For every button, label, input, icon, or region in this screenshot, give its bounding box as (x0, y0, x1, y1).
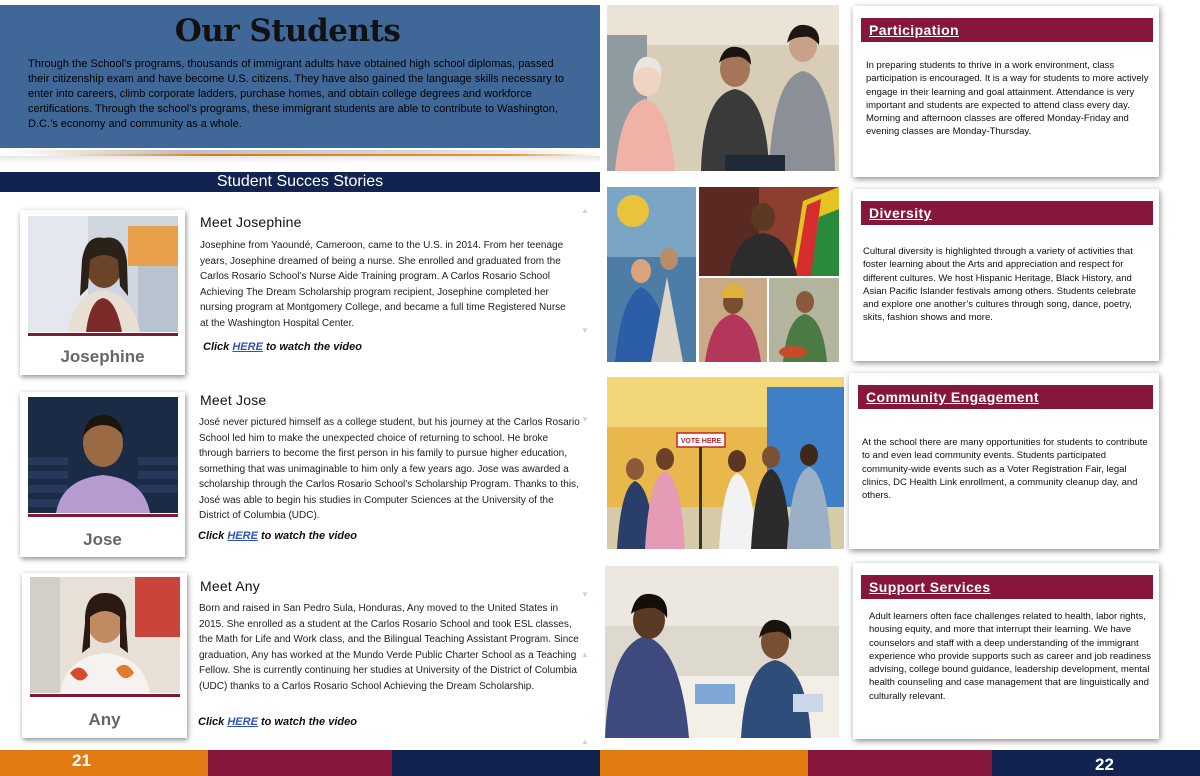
story-text-jose: José never pictured himself as a college student, but his journey at the Carlos Rosario School led him to make the unexpected choice of returning to school. He broke through barriers to become the first person in his family to pursue higher education, something that was unimaginable to him only a few years ago. Jose was awarded a scholarship through the Carlos Rosario School’s Scholarship Program. Thanks to this, José was able to begin his studies in Computer Sciences at the University of the District of Columbia (UDC). (199, 417, 580, 521)
page-number-right: 22 (1095, 755, 1114, 774)
participation-card (853, 6, 1159, 177)
vote-here-sign: VOTE HERE (680, 438, 722, 445)
photo-underline (30, 694, 180, 697)
josephine-photo (28, 216, 178, 332)
arrow-up-icon: ▲ (581, 206, 589, 215)
community-engagement-title: Community Engagement (858, 385, 1153, 409)
arrow-up-icon: ▲ (581, 737, 589, 746)
story-name-label: Josephine (60, 347, 145, 366)
support-services-title: Support Services (861, 575, 1153, 599)
video-cta-jose: Click HERE to watch the video (198, 530, 357, 542)
cooking-photo-image (769, 278, 839, 362)
story-name-label: Jose (83, 530, 122, 549)
diversity-text: Cultural diversity is highlighted through a variety of activities that foster learning about the Arts and appreciation and respect for different cultures. We host Hispanic Heritage, Black History, and Asian Pacific Islander festivals among others. Students celebrate and explore one another’s cultures through song, dance, poetry, skits, fashion shows and more. (863, 246, 1137, 324)
watch-video-link-josephine[interactable]: HERE (232, 341, 263, 353)
story-heading-any: Meet Any (200, 578, 260, 594)
stories-heading: Student Succes Stories (0, 172, 600, 192)
footer-bar-orange (0, 750, 208, 776)
intro-text: Through the School’s programs, thousands of immigrant adults have obtained high school diplomas, passed their citizenship exam and have become U.S. citizens. They have also gained the language skills necessary to enter into careers, climb corporate ladders, purchase homes, and obtain college degrees and workforce certifications. Through the school’s programs, these immigrant students are able to contribute to Washington, D.C.’s economy and community as a whole. (28, 58, 565, 130)
flag-photo-image (699, 187, 839, 276)
arrow-down-icon: ▼ (581, 415, 589, 424)
story-heading-josephine: Meet Josephine (200, 214, 302, 230)
josephine-photo-image (28, 216, 178, 332)
traditional-dress-photo-image (699, 278, 767, 362)
jose-photo-image (28, 397, 178, 513)
diversity-photo-cooking (769, 278, 839, 362)
story-card-jose (20, 392, 185, 557)
video-cta-josephine: Click HERE to watch the video (203, 341, 362, 353)
footer-bar-orange-right (600, 750, 808, 776)
support-desk-photo-image (605, 566, 839, 738)
voter-registration-photo-image (607, 377, 844, 549)
any-photo (30, 577, 180, 693)
diversity-photo-dress (699, 278, 767, 362)
support-services-text: Adult learners often face challenges related to health, labor rights, housing equity, and more that interrupt their learning. We have counselors and staff with a deep understanding of the immigrant experience who provide supports such as career and job readiness advising, college bound guidance, leadership development, mental health counseling and case management that are linguistically and culturally relevant. (869, 611, 1151, 702)
support-photo (605, 566, 839, 738)
diversity-photo-dancers (607, 187, 696, 362)
page-title: Our Students (174, 13, 401, 49)
intro-panel (0, 5, 600, 148)
participation-title: Participation (861, 18, 1153, 42)
photo-underline (28, 514, 178, 517)
arrow-down-icon: ▼ (581, 590, 589, 599)
story-card-josephine (20, 210, 185, 375)
diversity-title: Diversity (861, 201, 1153, 225)
community-photo (607, 377, 844, 549)
any-photo-image (30, 577, 180, 693)
footer-bar-maroon-right (808, 750, 992, 776)
diversity-card (853, 189, 1159, 361)
story-heading-jose: Meet Jose (200, 392, 267, 408)
participation-photo (607, 5, 839, 171)
jose-photo (28, 397, 178, 513)
diversity-photo-flag (699, 187, 839, 276)
story-name-label: Any (88, 710, 121, 729)
decorative-swoosh-shadow (0, 156, 600, 163)
page-number-left: 21 (72, 751, 91, 770)
footer-bar-navy (392, 750, 600, 776)
support-services-card (853, 563, 1159, 739)
story-text-any: Born and raised in San Pedro Sula, Honduras, Any moved to the United States in 2015. She enrolled as a student at the Carlos Rosario School and took ESL classes, the Math for Life and Work class, and the Bilingual Teaching Assistant Program. Since graduation, Any has worked at the Mundo Verde Public Charter School as a Teaching Fellow. She is currently continuing her studies at University of the District of Columbia (UDC) thanks to a Carlos Rosario School Achieving the Dream Scholarship. (199, 603, 579, 692)
arrow-down-icon: ▼ (581, 326, 589, 335)
watch-video-link-jose[interactable]: HERE (227, 530, 258, 542)
classroom-photo-image (607, 5, 839, 171)
photo-underline (28, 333, 178, 336)
story-text-josephine: Josephine from Yaoundé, Cameroon, came to the U.S. in 2014. From her teenage years, Josephine dreamed of being a nurse. She enrolled and graduated from the Carlos Rosario School’s Nurse Aide Training program. A Carlos Rosario School Achieving The Dream Scholarship program recipient, Josephine completed her nursing program at Montgomery College, and became a full time Registered Nurse at the Washington Hospital Center. (200, 240, 566, 329)
watch-video-link-any[interactable]: HERE (227, 716, 258, 728)
footer-bar-maroon (208, 750, 392, 776)
dancers-photo-image (607, 187, 696, 362)
community-engagement-card (849, 373, 1159, 549)
arrow-up-icon: ▲ (581, 650, 589, 659)
video-cta-any: Click HERE to watch the video (198, 716, 357, 728)
participation-text: In preparing students to thrive in a work environment, class participation is encouraged. It is a way for students to more actively engage in their learning and goal attainment. Attendance is very important and students are expected to attend class every day. Morning and afternoon classes are offered Monday-Friday and evening classes are Monday-Thursday. (866, 60, 1149, 138)
story-card-any (22, 573, 187, 738)
community-engagement-text: At the school there are many opportunities for students to contribute to and even lead community events. Students participated community-wide events such as a Voter Registration Fair, legal clinics, DC Health Link enrollment, a community cleanup day, and others. (862, 437, 1148, 502)
